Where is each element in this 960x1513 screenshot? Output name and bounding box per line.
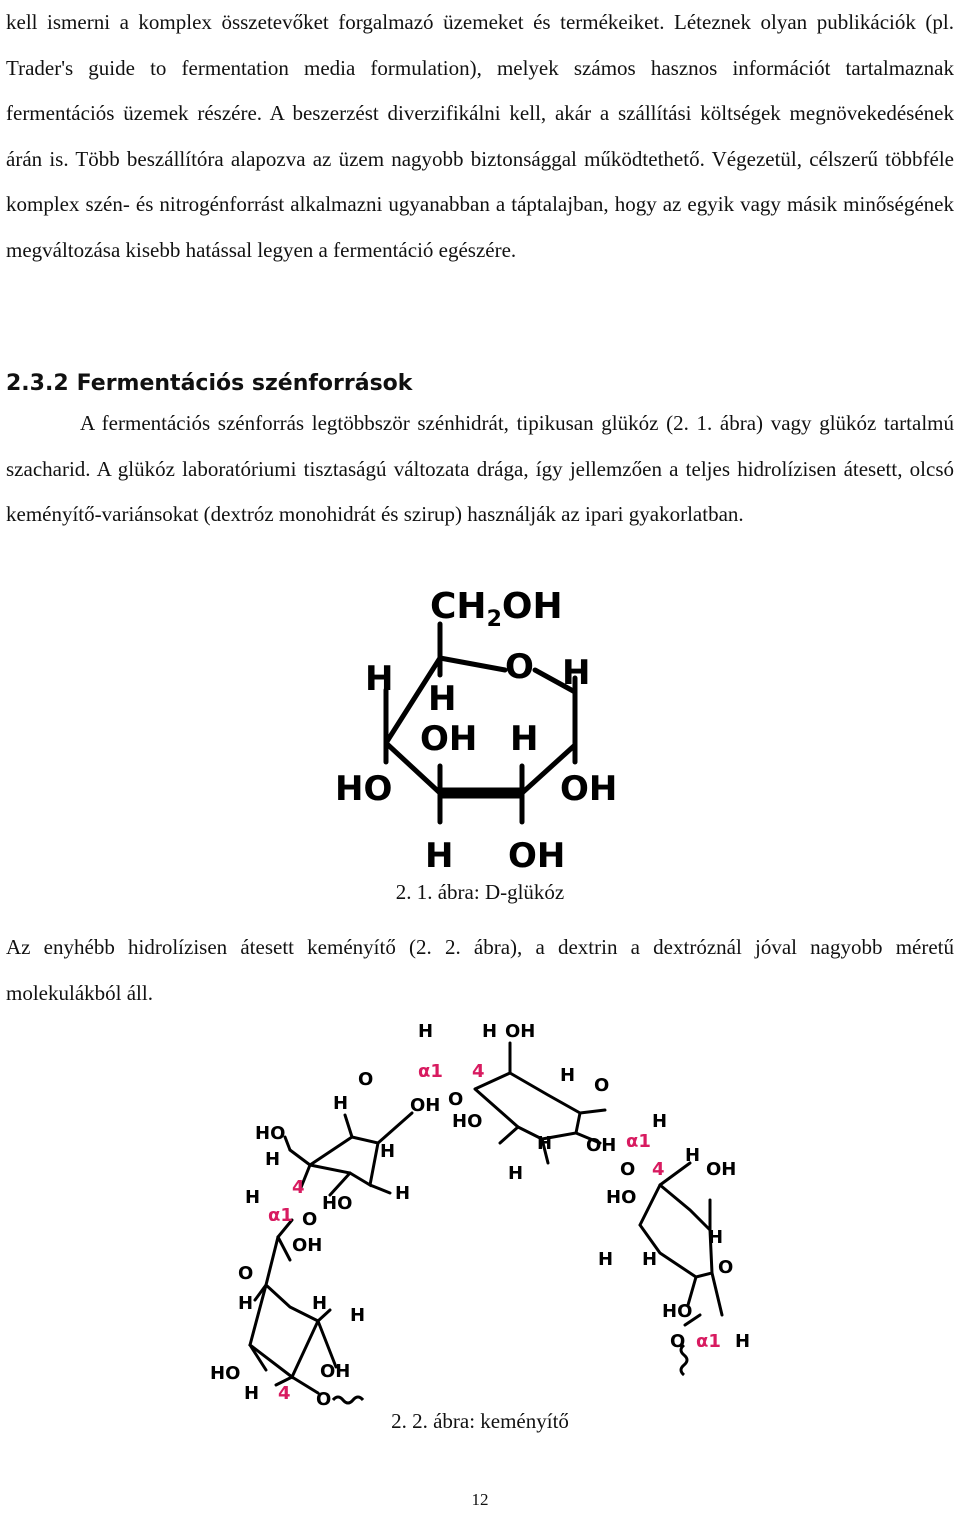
starch-oh-label: OH [586,1135,617,1156]
starch-h-label: H [642,1249,658,1270]
starch-o-label: O [670,1331,686,1352]
starch-h-label: H [708,1227,724,1248]
starch-ho-label: HO [662,1301,693,1322]
section-number: 2.3.2 [6,371,69,396]
carbon4-label: 4 [292,1177,305,1198]
starch-o-label: O [448,1089,464,1110]
starch-h-label: H [652,1111,668,1132]
starch-o-label: O [358,1069,374,1090]
anomeric-h-label: H [562,653,591,693]
c3-oh-label: OH [420,719,478,759]
c4-h-label: H [365,659,394,699]
starch-h-label: H [560,1065,576,1086]
starch-h-label: H [380,1141,396,1162]
starch-oh-label: OH [320,1361,351,1382]
paragraph-carbon-sources: A fermentációs szénforrás legtöbbször szénhidrát, tipikusan glükóz (2. 1. ábra) vagy glükóz tartalmú szacharid. A glükóz laboratóriumi tisztaságú változata drága, így jellemzően a teljes hidrolízisen átesett, olcsó keményítő-variánsokat (dextróz monohidrát és szirup) használják az ipari gyakorlatban. [6,411,954,526]
alpha1-label: α1 [268,1205,293,1226]
alpha1-label: α1 [418,1061,443,1082]
starch-o-label: O [594,1075,610,1096]
ch2oh-label: $CH_2OH$ [430,586,563,632]
starch-ho-label: HO [452,1111,483,1132]
page-number: 12 [471,1490,489,1509]
starch-ho-label: HO [210,1363,241,1384]
c3-h-bottom-label: H [425,836,454,876]
starch-h-label: H [333,1093,349,1114]
section-title: Fermentációs szénforrások [76,371,413,396]
starch-h-label: H [482,1021,498,1042]
alpha1-label: α1 [696,1331,721,1352]
paragraph-suppliers: kell ismerni a komplex összetevőket forgalmazó üzemeket és termékeiket. Léteznek olyan publikációk (pl. Trader's guide to fermentation media formulation), melyek számos hasznos információt tartalmaznak fermentációs üzemek részére. A beszerzést diverzifikálni kell, akár a szállítási költségek megnövekedésének árán is. Több beszállítóra alapozva az üzem nagyobb biztonsággal működtethető. Végezetül, célszerű többféle komplex szén- és nitrogénforrást alkalmazni ugyanabban a táptalajban, hogy az egyik vagy másik minőségének megváltozása kisebb hatással legyen a fermentáció egészére. [6,10,954,262]
starch-oh-label: OH [410,1095,441,1116]
starch-o-label: O [718,1257,734,1278]
starch-h-label: H [312,1293,328,1314]
alpha1-label: α1 [626,1131,651,1152]
ring-oxygen-label: O [505,647,534,687]
starch-o-label: O [620,1159,636,1180]
starch-h-label: H [508,1163,524,1184]
carbon4-label: 4 [278,1383,291,1404]
carbon4-label: 4 [472,1061,485,1082]
starch-h-label: H [418,1021,434,1042]
starch-h-label: H [735,1331,751,1352]
c2-oh-label: OH [508,836,566,876]
c4-ho-label: HO [335,769,393,809]
starch-ho-label: HO [255,1123,286,1144]
starch-h-label: H [245,1187,261,1208]
section-heading [6,366,412,402]
starch-h-label: H [350,1305,366,1326]
carbon4-label: 4 [652,1159,665,1180]
starch-h-label: H [537,1133,553,1154]
glucose-structure-figure [0,580,960,880]
starch-o-label: O [238,1263,254,1284]
c2-h-label: H [510,719,539,759]
starch-h-label: H [244,1383,260,1404]
starch-oh-label: OH [292,1235,323,1256]
starch-oh-label: OH [706,1159,737,1180]
starch-h-label: H [395,1183,411,1204]
starch-ho-label: HO [322,1193,353,1214]
c3-h-label: H [428,679,457,719]
starch-h-label: H [238,1293,254,1314]
starch-oh-label: OH [505,1021,536,1042]
starch-structure-figure [0,1015,960,1410]
figure-2-caption: 2. 2. ábra: keményítő [391,1409,569,1433]
paragraph-dextrin: Az enyhébb hidrolízisen átesett keményítő (2. 2. ábra), a dextrin a dextróznál jóval nagyobb méretű molekulákból áll. [6,935,954,1005]
c1-oh-label: OH [560,769,618,809]
starch-ho-label: HO [606,1187,637,1208]
starch-o-label: O [302,1209,318,1230]
starch-h-label: H [598,1249,614,1270]
starch-o-label: O [316,1389,332,1410]
starch-h-label: H [265,1149,281,1170]
starch-h-label: H [685,1145,701,1166]
figure-1-caption: 2. 1. ábra: D-glükóz [395,880,565,904]
